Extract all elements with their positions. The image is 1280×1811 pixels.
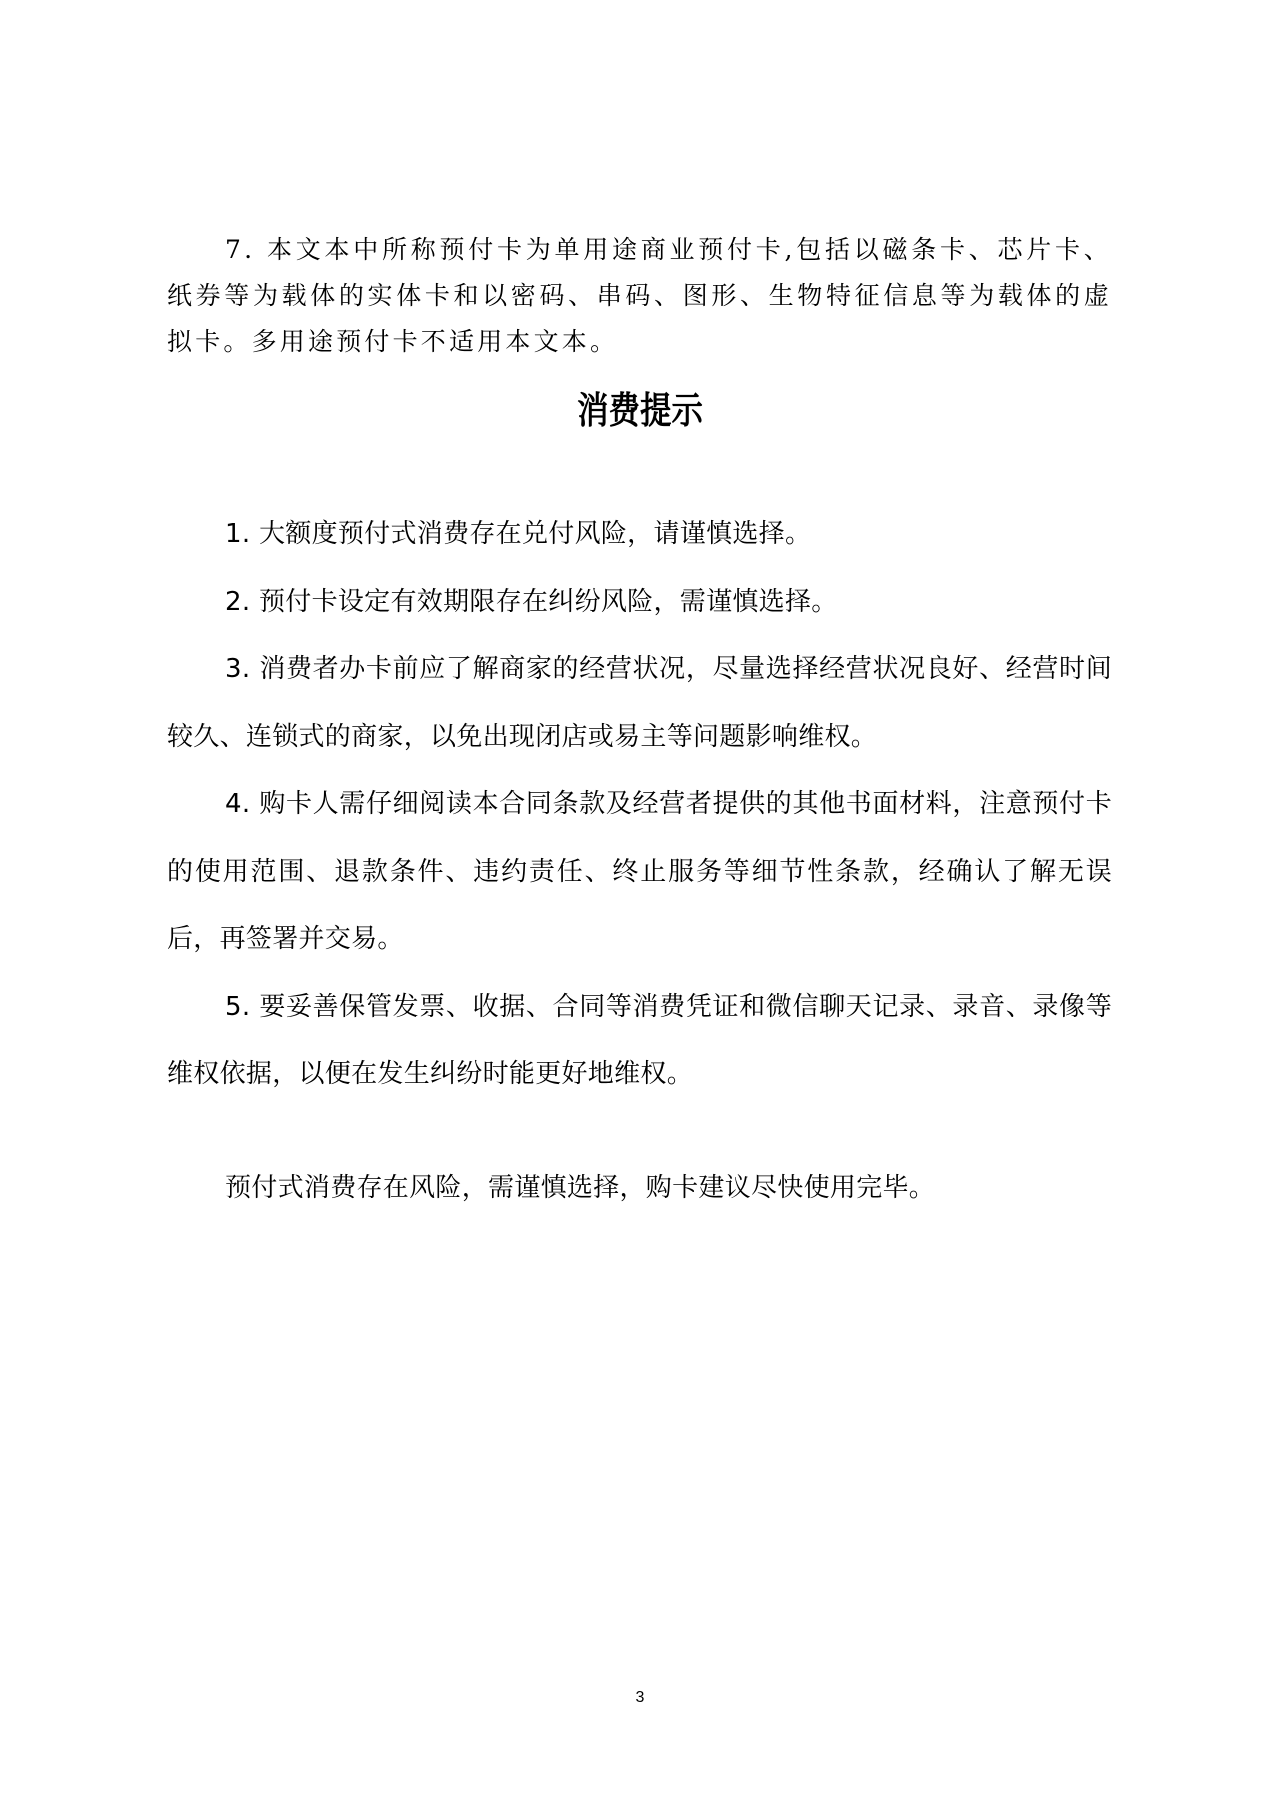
section-title: 消费提示	[577, 389, 703, 432]
note-section	[167, 227, 1112, 365]
tip-item-1: 1. 大额度预付式消费存在兑付风险，请谨慎选择。	[225, 519, 812, 549]
tip-item-2: 2. 预付卡设定有效期限存在纠纷风险，需谨慎选择。	[225, 586, 838, 617]
tip-item-4: 4. 购卡人需仔细阅读本合同条款及经营者提供的其他书面材料，注意预付卡的使用范围、退款条件、违约责任、终止服务等细节性条款，经确认了解无误后，再签署并交易。	[167, 789, 1112, 954]
tip-item-5: 5. 要妥善保管发票、收据、合同等消费凭证和微信聊天记录、录音、录像等维权依据，以便在发生纠纷时能更好地维权。	[167, 991, 1112, 1089]
consumer-tips-list	[167, 501, 1112, 1109]
page-number: 3	[635, 1689, 645, 1706]
note-paragraph-7: 7. 本文本中所称预付卡为单用途商业预付卡,包括以磁条卡、芯片卡、纸券等为载体的实体卡和以密码、串码、图形、生物特征信息等为载体的虚拟卡。多用途预付卡不适用本文本。	[167, 235, 1112, 356]
tip-item-3: 3. 消费者办卡前应了解商家的经营状况，尽量选择经营状况良好、经营时间较久、连锁式的商家，以免出现闭店或易主等问题影响维权。	[167, 654, 1112, 752]
closing-statement: 预付式消费存在风险，需谨慎选择，购卡建议尽快使用完毕。	[225, 1173, 936, 1203]
